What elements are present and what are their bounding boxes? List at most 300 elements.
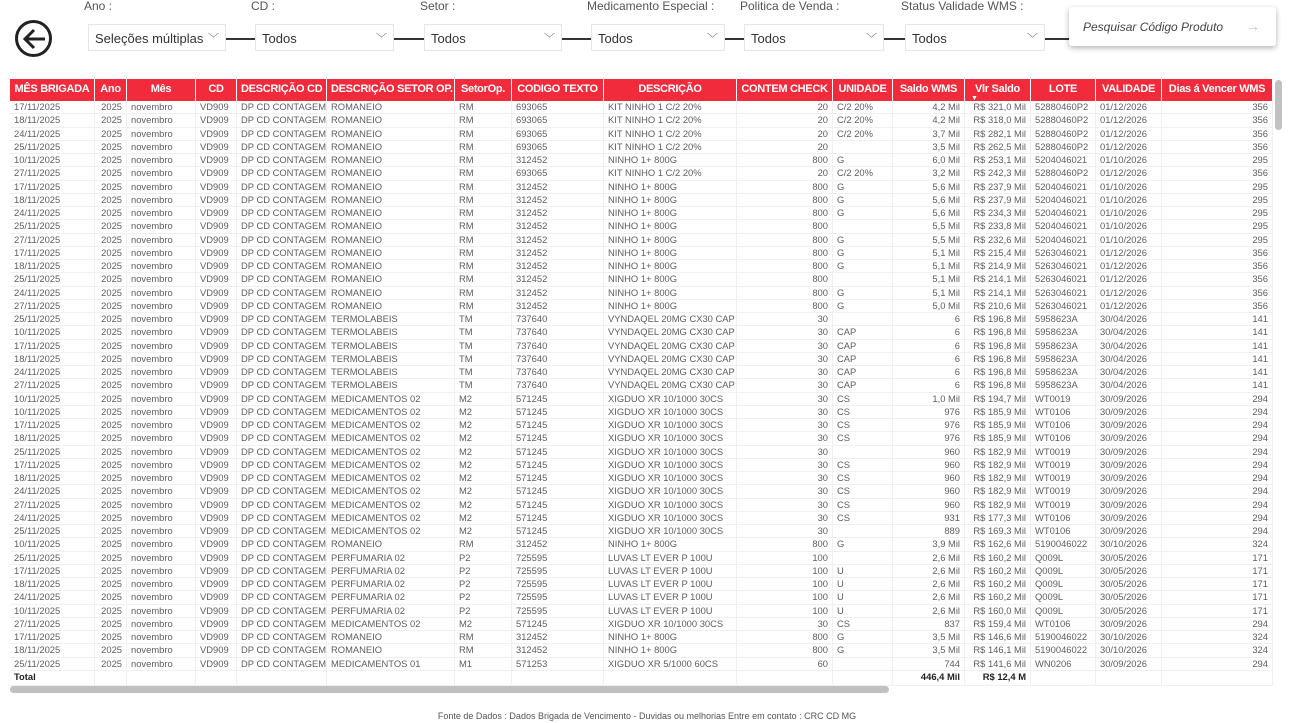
table-cell: VD909 <box>196 419 237 431</box>
table-cell: 6 <box>893 340 965 352</box>
column-header[interactable]: CODIGO TEXTO <box>512 79 604 101</box>
table-cell: 30/09/2026 <box>1096 459 1162 471</box>
table-cell: 30 <box>737 459 833 471</box>
table-cell: 10/11/2025 <box>10 605 95 617</box>
table-cell: 294 <box>1162 393 1273 405</box>
table-cell: P2 <box>455 578 512 590</box>
table-cell: R$ 237,9 Mil <box>965 181 1031 193</box>
search-product-code-input[interactable] <box>1069 7 1276 46</box>
table-cell: TERMOLABEIS <box>327 340 455 352</box>
table-cell: 294 <box>1162 618 1273 630</box>
table-cell: XIGDUO XR 10/1000 30CS <box>604 472 737 484</box>
table-cell: ROMANEIO <box>327 194 455 206</box>
table-cell: M2 <box>455 472 512 484</box>
filter-label: Setor : <box>420 0 456 13</box>
column-header[interactable]: Ano <box>95 79 127 101</box>
table-cell: DP CD CONTAGEM <box>237 525 327 537</box>
table-row[interactable] <box>10 591 1273 604</box>
table-row[interactable] <box>10 379 1273 392</box>
table-cell: 312452 <box>512 247 604 259</box>
filter-dropdown[interactable] <box>255 24 394 51</box>
table-cell: R$ 196,8 Mil <box>965 366 1031 378</box>
table-cell: novembro <box>127 525 196 537</box>
table-cell: 2025 <box>95 220 127 232</box>
table-cell: NINHO 1+ 800G <box>604 631 737 643</box>
vertical-scrollbar[interactable] <box>1275 80 1282 130</box>
table-row[interactable] <box>10 128 1273 141</box>
table-row[interactable] <box>10 340 1273 353</box>
table-cell: 2025 <box>95 618 127 630</box>
table-row[interactable] <box>10 618 1273 631</box>
column-header[interactable]: LOTE <box>1031 79 1096 101</box>
table-row[interactable] <box>10 578 1273 591</box>
table-row[interactable] <box>10 446 1273 459</box>
table-cell: RM <box>455 538 512 550</box>
table-cell: R$ 318,0 Mil <box>965 114 1031 126</box>
table-cell: novembro <box>127 512 196 524</box>
table-cell: P2 <box>455 605 512 617</box>
column-header[interactable]: Vlr Saldo ▼ <box>965 79 1031 101</box>
table-cell: VD909 <box>196 220 237 232</box>
table-cell: R$ 182,9 Mil <box>965 499 1031 511</box>
back-button[interactable] <box>15 20 52 57</box>
table-cell: novembro <box>127 366 196 378</box>
table-cell: 6,0 Mil <box>893 154 965 166</box>
table-cell: 737640 <box>512 313 604 325</box>
table-row[interactable] <box>10 287 1273 300</box>
table-row[interactable] <box>10 260 1273 273</box>
table-cell: 324 <box>1162 538 1273 550</box>
table-cell: VD909 <box>196 366 237 378</box>
table-cell: DP CD CONTAGEM <box>237 366 327 378</box>
column-header[interactable]: Saldo WMS <box>893 79 965 101</box>
table-cell: 17/11/2025 <box>10 340 95 352</box>
table-cell: 25/11/2025 <box>10 552 95 564</box>
table-row[interactable] <box>10 220 1273 233</box>
table-row[interactable] <box>10 658 1273 671</box>
table-row[interactable] <box>10 273 1273 286</box>
table-cell: novembro <box>127 141 196 153</box>
table-row[interactable] <box>10 419 1273 432</box>
table-cell: VD909 <box>196 406 237 418</box>
table-cell: 2025 <box>95 141 127 153</box>
table-cell: XIGDUO XR 10/1000 30CS <box>604 512 737 524</box>
table-cell: 725595 <box>512 578 604 590</box>
total-cell <box>455 671 512 685</box>
table-row[interactable] <box>10 154 1273 167</box>
table-cell: 30 <box>737 432 833 444</box>
table-cell: 30/10/2026 <box>1096 538 1162 550</box>
filter-dropdown[interactable] <box>905 24 1045 51</box>
table-cell: ROMANEIO <box>327 207 455 219</box>
table-cell: CS <box>833 512 893 524</box>
table-cell: 295 <box>1162 194 1273 206</box>
table-cell: 01/12/2026 <box>1096 300 1162 312</box>
table-cell: 141 <box>1162 353 1273 365</box>
table-cell: 30/10/2026 <box>1096 631 1162 643</box>
table-cell: LUVAS LT EVER P 100U <box>604 552 737 564</box>
table-cell: KIT NINHO 1 C/2 20% <box>604 128 737 140</box>
table-cell: 312452 <box>512 538 604 550</box>
table-cell: R$ 262,5 Mil <box>965 141 1031 153</box>
table-cell: 2025 <box>95 207 127 219</box>
table-cell: CS <box>833 459 893 471</box>
table-cell: R$ 194,7 Mil <box>965 393 1031 405</box>
table-cell: R$ 196,8 Mil <box>965 326 1031 338</box>
table-cell: TERMOLABEIS <box>327 379 455 391</box>
table-cell: 24/11/2025 <box>10 128 95 140</box>
table-cell: MEDICAMENTOS 02 <box>327 459 455 471</box>
table-row[interactable] <box>10 472 1273 485</box>
table-row[interactable] <box>10 234 1273 247</box>
table-row[interactable] <box>10 644 1273 657</box>
table-cell: 295 <box>1162 181 1273 193</box>
table-cell: CAP <box>833 379 893 391</box>
table-cell: DP CD CONTAGEM <box>237 128 327 140</box>
table-cell: R$ 321,0 Mil <box>965 101 1031 113</box>
table-cell <box>833 525 893 537</box>
table-cell: 60 <box>737 658 833 670</box>
table-cell: DP CD CONTAGEM <box>237 181 327 193</box>
table-cell: 30 <box>737 379 833 391</box>
table-cell: VD909 <box>196 154 237 166</box>
column-header[interactable]: VALIDADE <box>1096 79 1162 101</box>
table-cell <box>833 313 893 325</box>
table-cell: NINHO 1+ 800G <box>604 644 737 656</box>
table-cell: 294 <box>1162 432 1273 444</box>
connector-line <box>725 38 744 40</box>
table-cell: 2025 <box>95 247 127 259</box>
table-cell: 2025 <box>95 446 127 458</box>
table-row[interactable] <box>10 247 1273 260</box>
column-header[interactable]: MÊS BRIGADA <box>10 79 95 101</box>
table-cell: 100 <box>737 552 833 564</box>
table-cell: novembro <box>127 393 196 405</box>
table-cell: 171 <box>1162 578 1273 590</box>
table-cell <box>833 658 893 670</box>
table-cell: 6 <box>893 326 965 338</box>
table-cell: novembro <box>127 128 196 140</box>
table-cell: 2025 <box>95 631 127 643</box>
table-cell: 2025 <box>95 167 127 179</box>
table-cell: G <box>833 154 893 166</box>
filter-dropdown[interactable] <box>591 24 725 51</box>
table-cell: ROMANEIO <box>327 644 455 656</box>
table-row[interactable] <box>10 485 1273 498</box>
table-cell: P2 <box>455 591 512 603</box>
table-cell: VD909 <box>196 565 237 577</box>
table-cell: 889 <box>893 525 965 537</box>
table-cell: 100 <box>737 605 833 617</box>
table-row[interactable] <box>10 326 1273 339</box>
table-cell: 01/12/2026 <box>1096 101 1162 113</box>
table-cell: 2025 <box>95 340 127 352</box>
table-cell: MEDICAMENTOS 02 <box>327 485 455 497</box>
table-cell: C/2 20% <box>833 128 893 140</box>
table-cell: 800 <box>737 538 833 550</box>
column-header[interactable]: Mês <box>127 79 196 101</box>
table-cell: DP CD CONTAGEM <box>237 300 327 312</box>
table-cell: 30 <box>737 419 833 431</box>
table-cell: XIGDUO XR 10/1000 30CS <box>604 406 737 418</box>
table-row[interactable] <box>10 366 1273 379</box>
table-cell: 312452 <box>512 220 604 232</box>
table-row[interactable] <box>10 432 1273 445</box>
table-cell: 800 <box>737 181 833 193</box>
table-row[interactable] <box>10 353 1273 366</box>
table-cell: WT0106 <box>1031 512 1096 524</box>
table-cell: 2025 <box>95 300 127 312</box>
table-cell: WN0206 <box>1031 658 1096 670</box>
table-cell: R$ 242,3 Mil <box>965 167 1031 179</box>
table-cell: R$ 159,4 Mil <box>965 618 1031 630</box>
table-cell: DP CD CONTAGEM <box>237 247 327 259</box>
table-cell: 2025 <box>95 406 127 418</box>
total-cell <box>833 671 893 685</box>
table-cell: 30 <box>737 393 833 405</box>
table-cell: 294 <box>1162 406 1273 418</box>
table-row[interactable] <box>10 631 1273 644</box>
table-row[interactable] <box>10 499 1273 512</box>
table-cell: 931 <box>893 512 965 524</box>
table-cell: VD909 <box>196 472 237 484</box>
table-cell: novembro <box>127 114 196 126</box>
column-header[interactable]: CD <box>196 79 237 101</box>
table-cell: novembro <box>127 287 196 299</box>
table-row[interactable] <box>10 406 1273 419</box>
table-cell: DP CD CONTAGEM <box>237 552 327 564</box>
table-row[interactable] <box>10 167 1273 180</box>
table-cell: MEDICAMENTOS 01 <box>327 658 455 670</box>
table-cell: R$ 185,9 Mil <box>965 432 1031 444</box>
table-cell: VD909 <box>196 287 237 299</box>
table-cell: R$ 182,9 Mil <box>965 472 1031 484</box>
table-cell: 01/10/2026 <box>1096 194 1162 206</box>
table-row[interactable] <box>10 538 1273 551</box>
table-cell: 294 <box>1162 472 1273 484</box>
table-cell: 30/04/2026 <box>1096 326 1162 338</box>
table-row[interactable] <box>10 605 1273 618</box>
table-cell: DP CD CONTAGEM <box>237 605 327 617</box>
filter-label: Politica de Venda : <box>740 0 840 13</box>
table-cell: 30/04/2026 <box>1096 313 1162 325</box>
table-cell: G <box>833 644 893 656</box>
table-cell: XIGDUO XR 10/1000 30CS <box>604 432 737 444</box>
table-cell: 295 <box>1162 234 1273 246</box>
table-cell: 2025 <box>95 114 127 126</box>
table-cell: TM <box>455 326 512 338</box>
table-cell: 2025 <box>95 379 127 391</box>
table-cell: RM <box>455 234 512 246</box>
table-cell: 571245 <box>512 459 604 471</box>
table-cell: 5263046021 <box>1031 300 1096 312</box>
table-cell: 356 <box>1162 247 1273 259</box>
table-cell: 30/10/2026 <box>1096 644 1162 656</box>
table-cell: 18/11/2025 <box>10 353 95 365</box>
table-row[interactable] <box>10 181 1273 194</box>
table-cell: 2025 <box>95 260 127 272</box>
table-cell: 800 <box>737 247 833 259</box>
table-cell: XIGDUO XR 10/1000 30CS <box>604 419 737 431</box>
table-cell: RM <box>455 247 512 259</box>
table-cell: 312452 <box>512 631 604 643</box>
table-cell: 01/12/2026 <box>1096 167 1162 179</box>
table-cell: novembro <box>127 167 196 179</box>
table-cell: 1,0 Mil <box>893 393 965 405</box>
table-cell: DP CD CONTAGEM <box>237 287 327 299</box>
table-cell: VD909 <box>196 353 237 365</box>
table-cell: XIGDUO XR 10/1000 30CS <box>604 525 737 537</box>
arrow-right-icon[interactable]: → <box>1246 18 1260 34</box>
table-cell: 30 <box>737 485 833 497</box>
column-header[interactable]: UNIDADE <box>833 79 893 101</box>
table-cell: 2025 <box>95 538 127 550</box>
filter-label: CD : <box>251 0 275 13</box>
table-cell: 30 <box>737 406 833 418</box>
horizontal-scrollbar[interactable] <box>10 686 889 693</box>
total-cell <box>196 671 237 685</box>
table-cell: 2025 <box>95 154 127 166</box>
table-cell: VD909 <box>196 340 237 352</box>
table-cell: 800 <box>737 631 833 643</box>
column-header[interactable]: DESCRIÇÃO <box>604 79 737 101</box>
table-cell: WT0019 <box>1031 499 1096 511</box>
table-row[interactable] <box>10 459 1273 472</box>
table-row[interactable] <box>10 313 1273 326</box>
table-cell: 737640 <box>512 379 604 391</box>
table-cell: M1 <box>455 658 512 670</box>
table-cell: 312452 <box>512 260 604 272</box>
table-cell: R$ 196,8 Mil <box>965 379 1031 391</box>
table-cell: NINHO 1+ 800G <box>604 273 737 285</box>
table-cell: 01/10/2026 <box>1096 220 1162 232</box>
table-cell: novembro <box>127 459 196 471</box>
table-cell: M2 <box>455 446 512 458</box>
table-row[interactable] <box>10 552 1273 565</box>
table-cell: 30/09/2026 <box>1096 446 1162 458</box>
table-cell: 30 <box>737 366 833 378</box>
filter-dropdown[interactable] <box>424 24 562 51</box>
table-cell: novembro <box>127 406 196 418</box>
table-cell: 25/11/2025 <box>10 525 95 537</box>
table-cell: ROMANEIO <box>327 300 455 312</box>
filter-dropdown[interactable] <box>744 24 884 51</box>
table-cell: 30 <box>737 326 833 338</box>
table-cell: VD909 <box>196 194 237 206</box>
table-cell: 294 <box>1162 525 1273 537</box>
table-cell: LUVAS LT EVER P 100U <box>604 565 737 577</box>
table-cell: VD909 <box>196 128 237 140</box>
table-row[interactable] <box>10 114 1273 127</box>
table-row[interactable] <box>10 194 1273 207</box>
table-cell: M2 <box>455 432 512 444</box>
table-cell: 571245 <box>512 512 604 524</box>
table-cell: VD909 <box>196 260 237 272</box>
column-header[interactable]: CONTEM CHECK <box>737 79 833 101</box>
sort-desc-icon: ▼ <box>971 95 978 101</box>
table-cell: M2 <box>455 485 512 497</box>
table-cell: CS <box>833 406 893 418</box>
table-cell: 294 <box>1162 446 1273 458</box>
table-cell: DP CD CONTAGEM <box>237 499 327 511</box>
table-cell: LUVAS LT EVER P 100U <box>604 591 737 603</box>
table-cell: G <box>833 234 893 246</box>
table-row[interactable] <box>10 525 1273 538</box>
table-row[interactable] <box>10 565 1273 578</box>
table-cell: VD909 <box>196 247 237 259</box>
table-cell: novembro <box>127 432 196 444</box>
chevron-down-icon: ﹀ <box>866 33 877 45</box>
connector-line <box>884 38 905 40</box>
table-cell: 976 <box>893 419 965 431</box>
table-cell: 571253 <box>512 658 604 670</box>
table-cell: TERMOLABEIS <box>327 326 455 338</box>
table-cell: 2025 <box>95 565 127 577</box>
table-cell: R$ 177,3 Mil <box>965 512 1031 524</box>
table-cell: novembro <box>127 578 196 590</box>
table-cell: MEDICAMENTOS 02 <box>327 618 455 630</box>
table-cell: R$ 232,6 Mil <box>965 234 1031 246</box>
table-cell: 20 <box>737 141 833 153</box>
table-cell: VYNDAQEL 20MG CX30 CAP <box>604 353 737 365</box>
table-row[interactable] <box>10 207 1273 220</box>
table-row[interactable] <box>10 393 1273 406</box>
table-cell: 312452 <box>512 207 604 219</box>
table-cell: 01/10/2026 <box>1096 207 1162 219</box>
column-header[interactable]: DESCRIÇÃO SETOR OP. <box>327 79 455 101</box>
table-row[interactable] <box>10 300 1273 313</box>
column-header[interactable]: Dias á Vencer WMS <box>1162 79 1273 101</box>
table-cell: G <box>833 287 893 299</box>
table-cell: novembro <box>127 552 196 564</box>
table-cell: WT0019 <box>1031 485 1096 497</box>
table-cell: PERFUMARIA 02 <box>327 591 455 603</box>
table-cell: ROMANEIO <box>327 141 455 153</box>
table-cell: XIGDUO XR 10/1000 30CS <box>604 393 737 405</box>
column-header[interactable]: DESCRIÇÃO CD <box>237 79 327 101</box>
table-cell: 18/11/2025 <box>10 114 95 126</box>
table-cell: VD909 <box>196 618 237 630</box>
table-cell: M2 <box>455 618 512 630</box>
filter-dropdown[interactable] <box>88 24 226 51</box>
table-cell: novembro <box>127 538 196 550</box>
table-cell: M2 <box>455 419 512 431</box>
table-cell: ROMANEIO <box>327 260 455 272</box>
table-row[interactable] <box>10 141 1273 154</box>
table-cell: 30 <box>737 446 833 458</box>
table-cell: TM <box>455 379 512 391</box>
table-cell: 171 <box>1162 591 1273 603</box>
table-cell: 24/11/2025 <box>10 207 95 219</box>
total-cell: Total <box>10 671 95 685</box>
table-cell: M2 <box>455 499 512 511</box>
table-cell: VD909 <box>196 393 237 405</box>
table-cell: 356 <box>1162 167 1273 179</box>
table-cell: 24/11/2025 <box>10 512 95 524</box>
table-cell: TM <box>455 340 512 352</box>
table-cell: 2025 <box>95 644 127 656</box>
table-cell: 2025 <box>95 552 127 564</box>
column-header[interactable]: SetorOp. <box>455 79 512 101</box>
table-cell: RM <box>455 154 512 166</box>
table-cell: WT0019 <box>1031 393 1096 405</box>
table-cell: R$ 233,8 Mil <box>965 220 1031 232</box>
table-row[interactable] <box>10 512 1273 525</box>
table-cell: 141 <box>1162 379 1273 391</box>
table-cell: 800 <box>737 154 833 166</box>
table-cell: novembro <box>127 565 196 577</box>
table-row[interactable] <box>10 101 1273 114</box>
